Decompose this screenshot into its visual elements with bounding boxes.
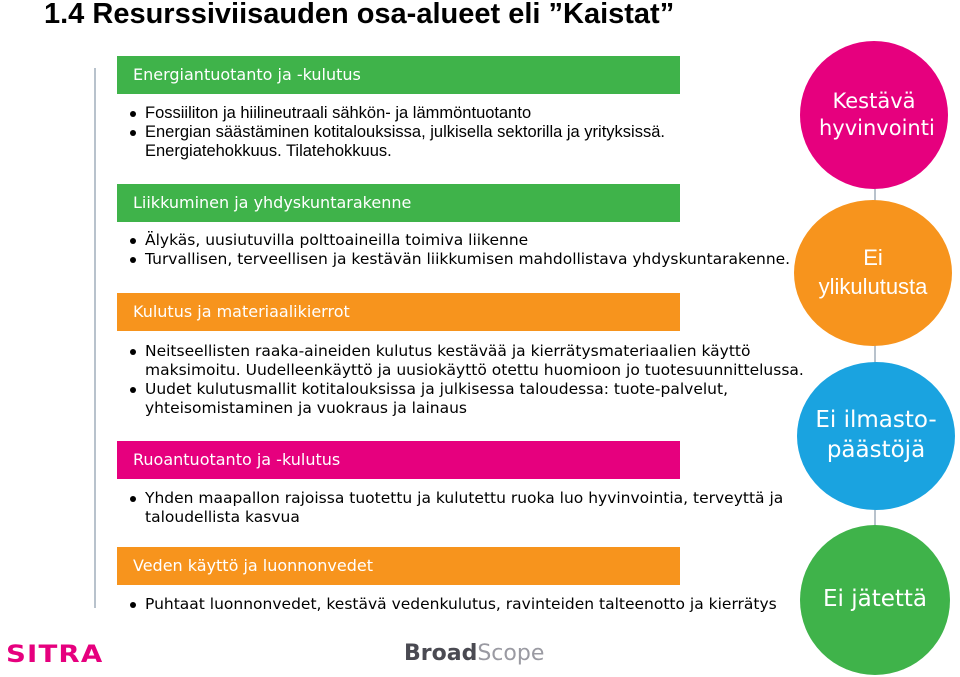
broadscope-logo: BroadScope (404, 641, 545, 666)
bullet-item: Älykäs, uusiutuvilla polttoaineilla toimiva liikenne (130, 231, 810, 250)
lane-header-consumption: Kulutus ja materiaalikierrot (117, 293, 680, 331)
goal-label: Ei ylikulutusta (818, 245, 928, 299)
goal-circle-waste (800, 525, 950, 675)
lane-bullets-mobility (130, 231, 810, 269)
bullet-item: Energian säästäminen kotitalouksissa, julkisella sektorilla ja yrityksissä. Energiatehokkuus. Tilatehokkuus. (130, 123, 730, 161)
bullet-item: Puhtaat luonnonvedet, kestävä vedenkulutus, ravinteiden talteenotto ja kierrätys (130, 595, 810, 614)
sitra-logo: SITRA (6, 640, 104, 668)
lane-bullets-energy (130, 104, 730, 161)
goal-label: Ei jätettä (822, 586, 928, 613)
goal-label: Kestävä hyvinvointi (819, 88, 935, 140)
lane-header-water: Veden käyttö ja luonnonvedet (117, 547, 680, 585)
goal-circle-emissions (797, 362, 955, 510)
bullet-item: Fossiiliton ja hiilineutraali sähkön- ja lämmöntuotanto (130, 104, 730, 123)
lane-header-food: Ruoantuotanto ja -kulutus (117, 441, 680, 479)
lane-bullets-food (130, 489, 790, 527)
bullet-item: Turvallisen, terveellisen ja kestävän liikkumisen mahdollistava yhdyskuntarakenne. (130, 250, 810, 269)
lane-header-energy: Energiantuotanto ja -kulutus (117, 56, 680, 94)
goal-label: Ei ilmasto-päästöjä (815, 407, 937, 463)
goal-circle-overconsumption (794, 200, 952, 346)
goal-circle-wellbeing (800, 41, 948, 189)
bullet-item: Neitseellisten raaka-aineiden kulutus kestävää ja kierrätysmateriaalien käyttö maksimoitu. Uudelleenkäyttö ja uusiokäyttö otettu huomioon jo tuotesuunnittelussa. (130, 342, 806, 380)
bullet-item: Uudet kulutusmallit kotitalouksissa ja julkisessa taloudessa: tuote-palvelut, yhteisomistaminen ja vuokraus ja lainaus (130, 380, 806, 418)
lane-header-mobility: Liikkuminen ja yhdyskuntarakenne (117, 184, 680, 222)
page-title: 1.4 Resurssiviisauden osa-alueet eli ”Kaistat” (44, 0, 675, 30)
lane-bullets-water (130, 595, 810, 614)
left-connector-line (94, 68, 96, 608)
lane-bullets-consumption (130, 342, 806, 418)
bullet-item: Yhden maapallon rajoissa tuotettu ja kulutettu ruoka luo hyvinvointia, terveyttä ja taloudellista kasvua (130, 489, 790, 527)
